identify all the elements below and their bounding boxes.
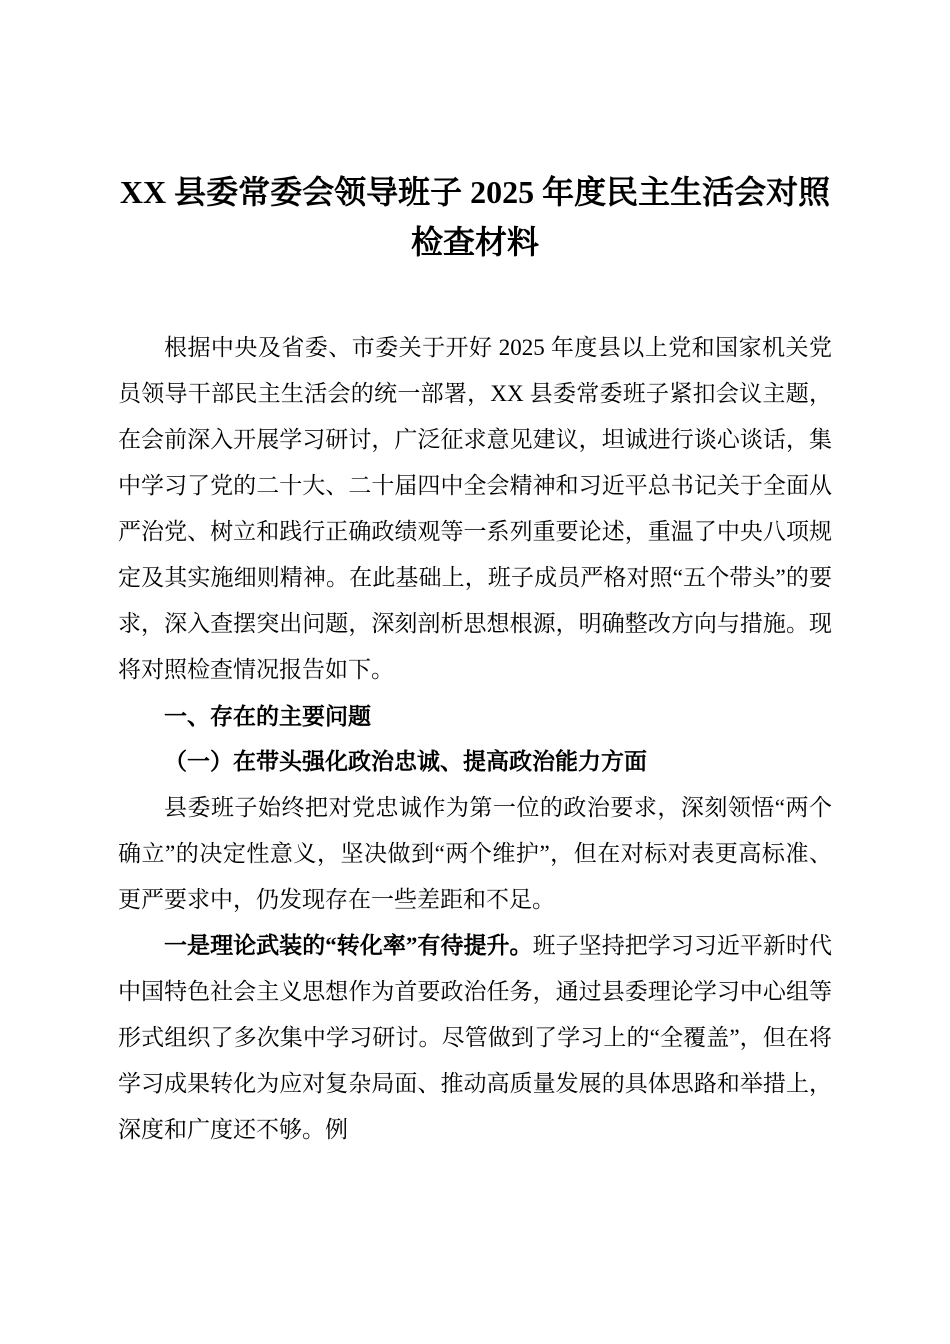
subsection-heading-political-loyalty: （一）在带头强化政治忠诚、提高政治能力方面 — [164, 749, 647, 775]
document-body — [118, 325, 832, 1153]
document-title: XX 县委常委会领导班子 2025 年度民主生活会对照检查材料 — [119, 174, 831, 260]
intro-paragraph: 根据中央及省委、市委关于开好 2025 年度县以上党和国家机关党员领导干部民主生活会的统一部署，XX 县委常委班子紧扣会议主题，在会前深入开展学习研讨，广泛征求意见建议，坦诚进行谈心谈话，集中学习了党的二十大、二十届四中全会精神和习近平总书记关于全面从严治党、树立和践行正确政绩观等一系列重要论述，重温了中央八项规定及其实施细则精神。在此基础上，班子成员严格对照“五个带头”的要求，深入查摆突出问题，深刻剖析思想根源，明确整改方向与措施。现将对照检查情况报告如下。 — [118, 335, 832, 683]
point-body-text: 班子坚持把学习习近平新时代中国特色社会主义思想作为首要政治任务，通过县委理论学习中心组等形式组织了多次集中学习研讨。尽管做到了学习上的“全覆盖”，但在将学习成果转化为应对复杂局面、推动高质量发展的具体思路和举措上，深度和广度还不够。例 — [118, 933, 833, 1143]
subsection-paragraph: 县委班子始终把对党忠诚作为第一位的政治要求，深刻领悟“两个确立”的决定性意义，坚决做到“两个维护”，但在对标对表更高标准、更严要求中，仍发现存在一些差距和不足。 — [118, 795, 832, 913]
section-heading-main-problems: 一、存在的主要问题 — [164, 703, 371, 730]
point-lead-sentence: 一是理论武装的“转化率”有待提升。 — [164, 933, 533, 959]
point-paragraph — [118, 923, 832, 1153]
